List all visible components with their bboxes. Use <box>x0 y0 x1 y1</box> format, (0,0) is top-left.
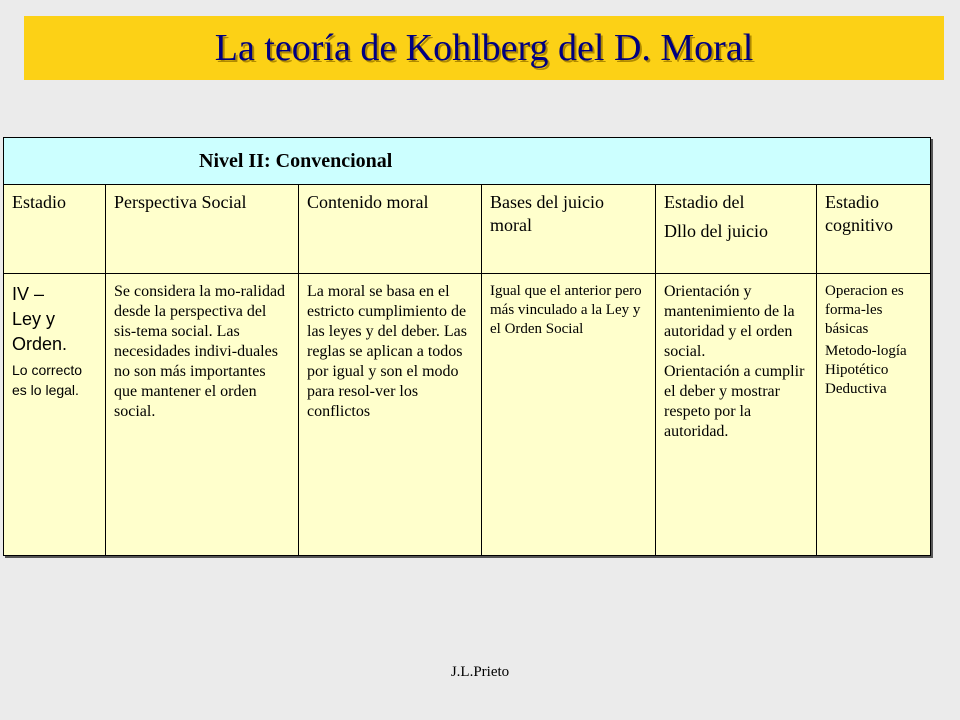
header-estadio-dllo-line2: Dllo del juicio <box>664 220 768 241</box>
header-perspectiva: Perspectiva Social <box>106 185 299 274</box>
cognitivo-part2: Metodo-logía Hipotético Deductiva <box>825 343 907 397</box>
level-row <box>4 138 931 185</box>
cell-perspectiva: Se considera la mo-ralidad desde la perspectiva del sis-tema social. Las necesidades indivi-duales no son más importantes que mantener el orden social. <box>106 274 299 556</box>
footer-author: J.L.Prieto <box>450 664 510 680</box>
estadio-line2: Ley y <box>12 309 56 330</box>
estadio-sub: Lo correcto es lo legal. <box>12 361 83 398</box>
cell-dllo <box>656 274 817 556</box>
level-title: Nivel II: Convencional <box>4 138 931 185</box>
cognitivo-part1: Operacion es forma-les básicas <box>825 283 904 337</box>
header-estadio: Estadio <box>4 185 106 274</box>
header-estadio-dllo-line1: Estadio del <box>664 192 745 212</box>
header-row <box>4 185 931 274</box>
cell-bases: Igual que el anterior pero más vinculado a la Ley y el Orden Social <box>482 274 656 556</box>
cell-estadio <box>4 274 106 556</box>
header-contenido: Contenido moral <box>299 185 482 274</box>
header-cognitivo: Estadio cognitivo <box>817 185 931 274</box>
dllo-part2: Orientación a cumplir el deber y mostrar respeto por la autoridad. <box>664 363 805 440</box>
header-estadio-dllo <box>656 185 817 274</box>
estadio-line1: IV – <box>12 284 45 304</box>
dllo-part1: Orientación y mantenimiento de la autoridad y el orden social. <box>664 283 795 360</box>
title-banner <box>24 16 944 80</box>
table-row <box>4 274 931 556</box>
cell-contenido: La moral se basa en el estricto cumplimiento de las leyes y del deber. Las reglas se aplican a todos por igual y son el modo para resol-ver los conflictos <box>299 274 482 556</box>
kohlberg-table <box>3 137 931 556</box>
estadio-line3: Orden. <box>12 334 68 355</box>
slide-title: La teoría de Kohlberg del D. Moral <box>214 27 754 69</box>
header-bases: Bases del juicio moral <box>482 185 656 274</box>
cell-cognitivo <box>817 274 931 556</box>
